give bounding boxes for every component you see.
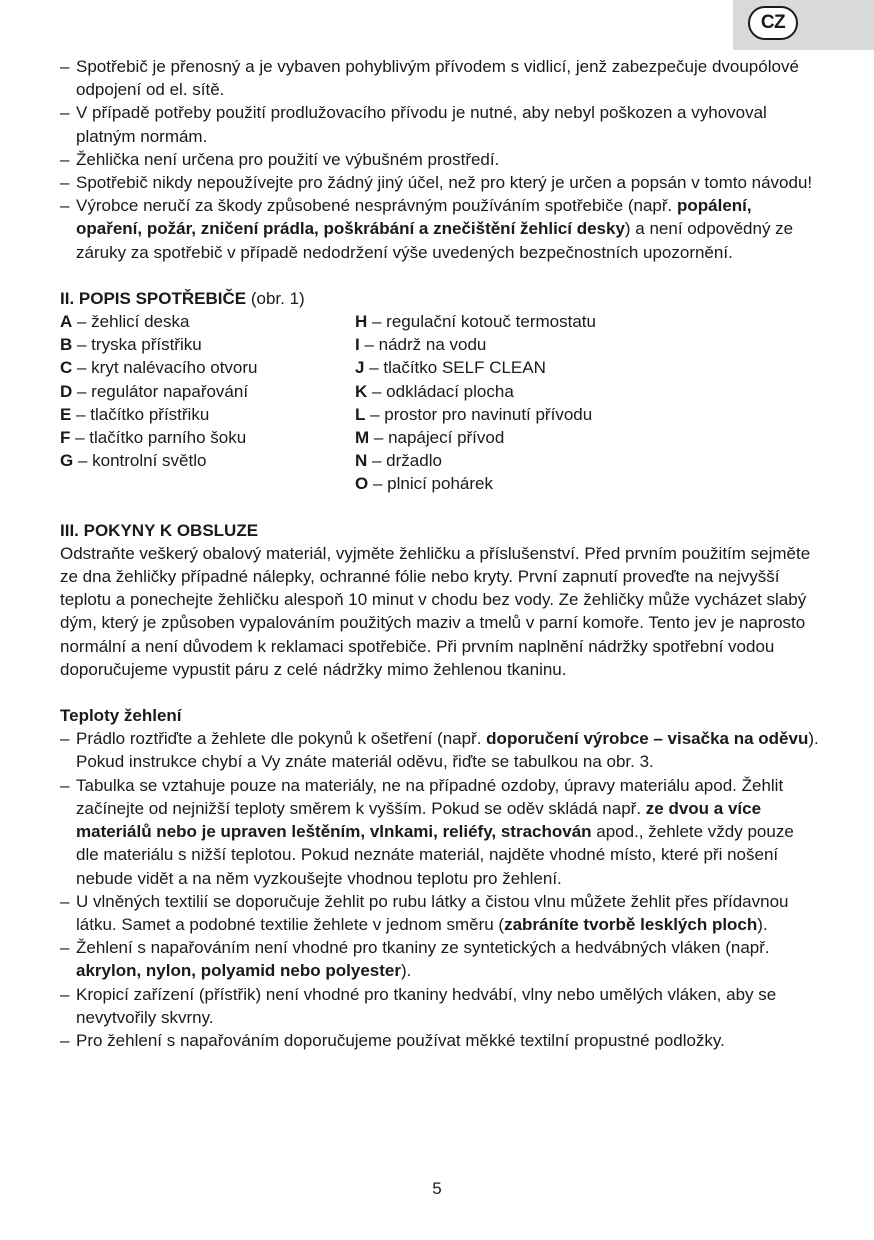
item-text-bold: zabráníte tvorbě lesklých ploch [504, 914, 758, 934]
safety-item [60, 101, 820, 147]
part-key: H [355, 312, 368, 332]
parts-list [60, 310, 820, 496]
item-text: Žehlička není určena pro použití ve výbušném prostředí. [76, 149, 500, 169]
item-text: V případě potřeby použití prodlužovacího přívodu je nutné, aby nebyl poškozen a vyhovoval platným normám. [76, 103, 767, 146]
item-text: apod., žehlete vždy pouze dle materiálu s nižší teplotou. Pokud neznáte materiál, najděte vhodné místo, které při nošení nebude vidět a na něm vyzkoušejte vhodnou teplotu pro žehlení. [76, 822, 794, 888]
part-key: B [60, 335, 73, 355]
item-text-bold: akrylon, nylon, polyamid nebo polyester [76, 961, 401, 981]
part-label: – regulátor napařování [72, 381, 249, 401]
item-text: ). [400, 961, 412, 981]
temperature-item [60, 936, 820, 982]
part-key: C [60, 358, 73, 378]
part-key: I [355, 335, 360, 355]
part-label: – nádrž na vodu [359, 335, 487, 355]
part-item [355, 472, 820, 495]
part-label: – kryt nalévacího otvoru [72, 358, 258, 378]
part-label: – žehlicí deska [72, 312, 190, 332]
part-key: G [60, 451, 74, 471]
part-key: F [60, 428, 71, 448]
part-key: E [60, 404, 72, 424]
safety-list [60, 55, 820, 264]
page-number: 5 [432, 1179, 442, 1198]
part-item [60, 426, 355, 449]
section-title: II. POPIS SPOTŘEBIČE [60, 288, 247, 308]
section-heading: III. POKYNY K OBSLUZE [60, 520, 259, 540]
section-ref: (obr. 1) [246, 288, 305, 308]
part-item [60, 380, 355, 403]
part-key: O [355, 474, 369, 494]
item-text: U vlněných textilií se doporučuje žehlit po rubu látky a čistou vlnu můžete žehlit přes přídavnou látku. Samet a podobné textilie žehlete v jednom směru ( [76, 891, 789, 934]
part-item [60, 356, 355, 379]
part-item [60, 310, 355, 333]
page-content [60, 55, 820, 1052]
part-item [355, 333, 820, 356]
part-key: A [60, 312, 73, 332]
part-item [355, 310, 820, 333]
section-heading [60, 287, 820, 310]
part-label: – plnicí pohárek [368, 474, 493, 494]
part-label: – tlačítko přístřiku [71, 404, 210, 424]
part-label: – tlačítko SELF CLEAN [364, 358, 546, 378]
part-key: D [60, 381, 73, 401]
item-text: ). [757, 914, 768, 934]
temperature-item [60, 983, 820, 1029]
item-text: Prádlo roztřiďte a žehlete dle pokynů k ošetření (např. [76, 729, 487, 749]
section-heading: Teploty žehlení [60, 706, 182, 726]
item-text: Tabulka se vztahuje pouze na materiály, ne na případné ozdoby, úpravy materiálu apod. Žehlit začínejte od nejnižší teploty směrem k vyšším. Pokud se oděv skládá např. [76, 775, 784, 818]
parts-column-left [60, 310, 355, 496]
part-label: – držadlo [367, 451, 442, 471]
part-label: – tryska přístřiku [72, 335, 202, 355]
item-text-bold: popálení, opaření, požár, zničení prádla, poškrábání a znečištění žehlicí desky [76, 196, 752, 239]
safety-item [60, 55, 820, 101]
part-label: – prostor pro navinutí přívodu [365, 404, 593, 424]
item-text-bold: ze dvou a více materiálů nebo je upraven leštěním, vlnkami, reliéfy, strachován [76, 798, 762, 842]
temperature-item [60, 890, 820, 936]
part-item [355, 403, 820, 426]
part-label: – napájecí přívod [369, 428, 505, 448]
part-item [355, 356, 820, 379]
item-text-bold: doporučení výrobce – visačka na oděvu [486, 729, 809, 749]
safety-item [60, 194, 820, 264]
part-item [60, 449, 355, 472]
part-label: – odkládací plocha [367, 381, 514, 401]
part-key: L [355, 404, 366, 424]
safety-item [60, 171, 820, 194]
part-key: J [355, 358, 365, 378]
part-label: – kontrolní světlo [73, 451, 207, 471]
part-key: N [355, 451, 368, 471]
language-badge: CZ [748, 6, 798, 40]
item-text: ) a není odpovědný ze záruky za spotřebič v případě nedodržení výše uvedených bezpečnostních upozornění. [76, 219, 794, 262]
instructions-paragraph: Odstraňte veškerý obalový materiál, vyjměte žehličku a příslušenství. Před prvním použitím sejměte ze dna žehličky případné nálepky, ochranné fólie nebo kryty. První zapnutí proveďte na nejvyšší teplotu a ponechejte žehličku alespoň 10 minut v chodu bez vody. Ze žehličky může vycházet slabý dým, který je způsoben vypalováním použitých maziv a tmelů v parní komoře. Tento jev je naprosto normální a není důvodem k reklamaci spotřebiče. Při prvním naplnění nádržky spotřební vodou doporučujeme vypustit páru z celé nádržky mimo žehlenou tkaninu. [60, 543, 811, 679]
part-item [60, 403, 355, 426]
temperature-item [60, 1029, 820, 1052]
parts-column-right [355, 310, 820, 496]
part-key: K [355, 381, 368, 401]
part-key: M [355, 428, 370, 448]
part-label: – regulační kotouč termostatu [367, 312, 596, 332]
safety-item [60, 148, 820, 171]
item-text: Spotřebič je přenosný a je vybaven pohyblivým přívodem s vidlicí, jenž zabezpečuje dvoupólové odpojení od el. sítě. [76, 57, 799, 100]
part-label: – tlačítko parního šoku [70, 428, 247, 448]
part-item [355, 426, 820, 449]
temperature-item [60, 774, 820, 890]
item-text: Spotřebič nikdy nepoužívejte pro žádný jiný účel, než pro který je určen a popsán v tomto návodu! [76, 173, 813, 193]
item-text: Kropicí zařízení (přístřik) není vhodné pro tkaniny hedvábí, vlny nebo umělých vláken, aby se nevytvořily skvrny. [76, 984, 777, 1027]
temperature-list [60, 727, 820, 1052]
temperature-item [60, 727, 820, 773]
item-text: Pro žehlení s napařováním doporučujeme používat měkké textilní propustné podložky. [76, 1030, 725, 1050]
item-text: Výrobce neručí za škody způsobené nesprávným používáním spotřebiče (např. [76, 196, 677, 216]
part-item [60, 333, 355, 356]
item-text: Žehlení s napařováním není vhodné pro tkaniny ze syntetických a hedvábných vláken (např. [76, 938, 770, 958]
part-item [355, 449, 820, 472]
item-text: ). Pokud instrukce chybí a Vy znáte materiál oděvu, řiďte se tabulkou na obr. 3. [76, 729, 819, 772]
part-item [355, 380, 820, 403]
